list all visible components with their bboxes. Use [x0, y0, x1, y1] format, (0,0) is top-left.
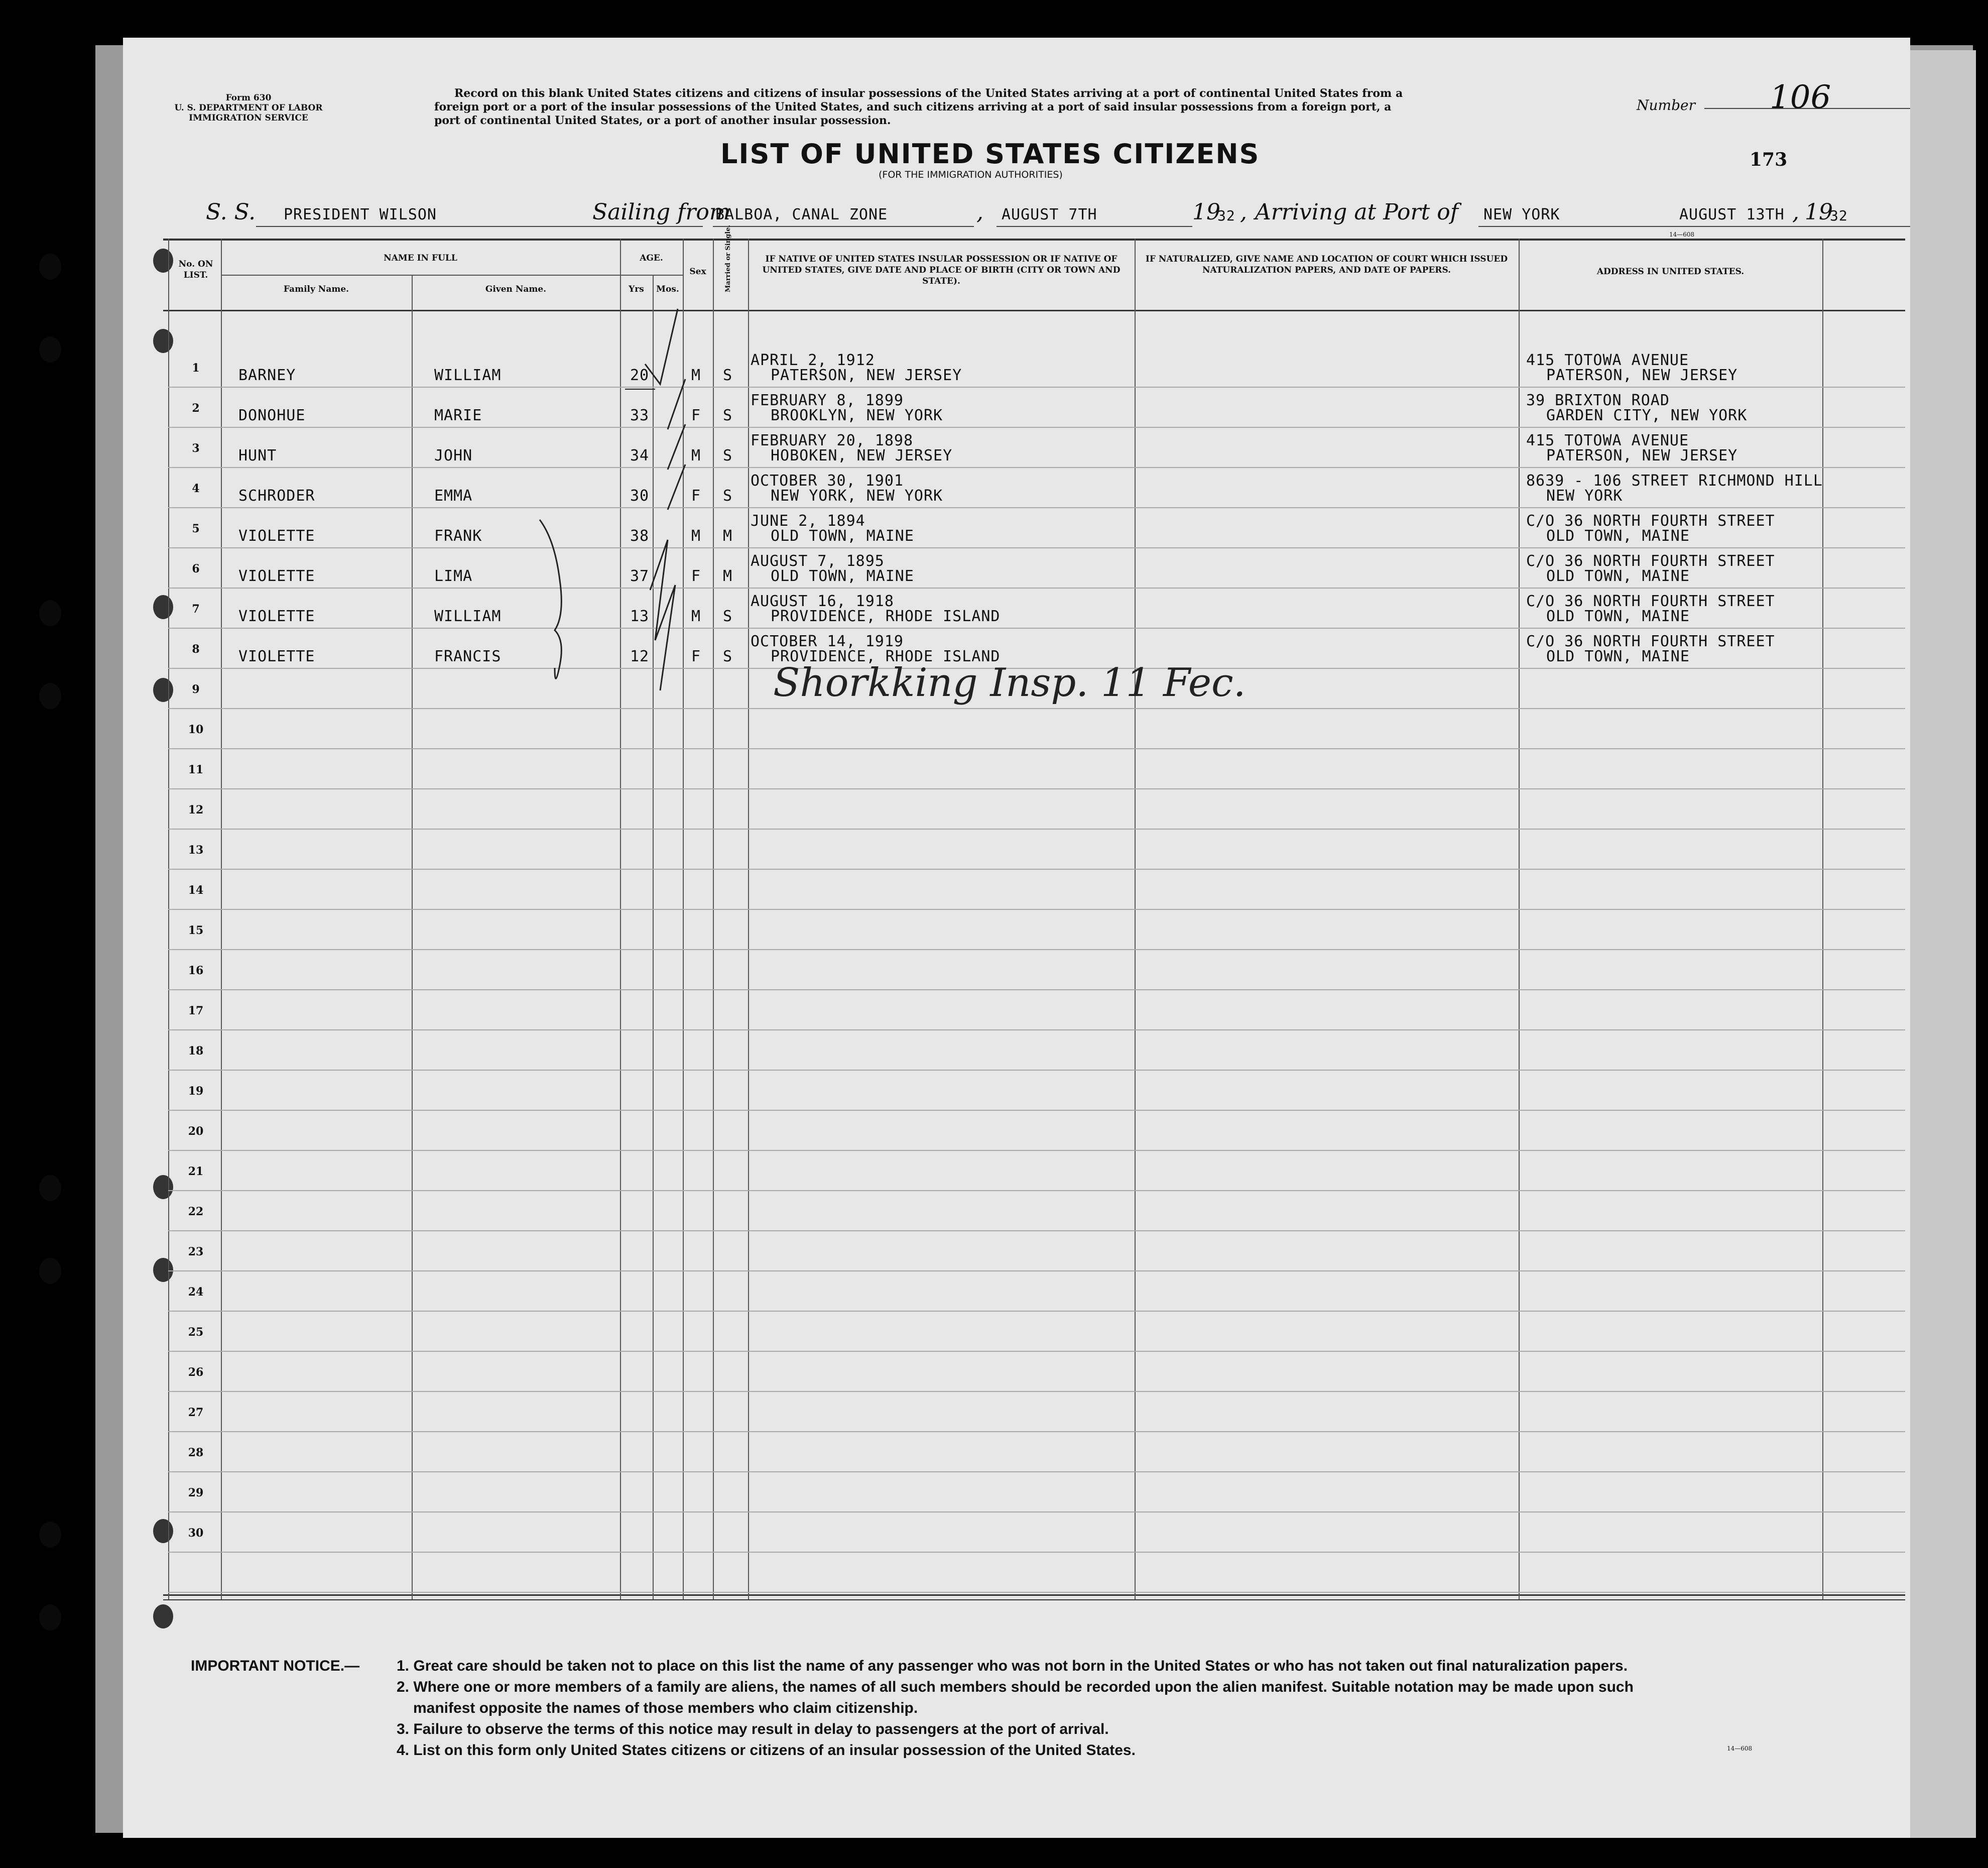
col-header-address: ADDRESS IN UNITED STATES.	[1596, 267, 1745, 277]
birth-date: AUGUST 16, 1918	[751, 593, 894, 610]
address-line-2: PATERSON, NEW JERSEY	[1546, 447, 1738, 464]
row-number: 17	[188, 1004, 204, 1017]
print-code: 14—608	[1669, 231, 1695, 238]
row-number: 1	[192, 362, 200, 375]
arrival-year: 32	[1830, 207, 1848, 224]
address-line-1: C/O 36 NORTH FOURTH STREET	[1526, 633, 1775, 650]
notice-item: 2. Where one or more members of a family are aliens, the names of all such members should be recorded upon the alien manifest. Suitable notation may be made upon such	[397, 1679, 1634, 1695]
comma: ,	[1240, 199, 1247, 225]
departure-port: BALBOA, CANAL ZONE	[715, 206, 888, 223]
row-number: 15	[188, 924, 204, 937]
ship-name: PRESIDENT WILSON	[284, 206, 437, 223]
given-name: LIMA	[434, 567, 473, 585]
row-number: 2	[192, 402, 200, 415]
birth-place: OLD TOWN, MAINE	[771, 567, 914, 585]
row-number: 8	[192, 643, 200, 656]
instruction-line: port of continental United States, or a port of another insular possession.	[434, 114, 891, 127]
col-header-naturalized: IF NATURALIZED, GIVE NAME AND LOCATION OF COURT WHICH ISSUED NATURALIZATION PAPERS, AND DATE OF PAPERS.	[1145, 254, 1508, 275]
birth-date: APRIL 2, 1912	[751, 352, 875, 369]
row-number: 26	[188, 1366, 204, 1379]
row-number: 12	[188, 803, 204, 816]
number-label: Number	[1637, 97, 1695, 113]
manifest-number: 106	[1770, 79, 1831, 116]
birth-date: AUGUST 7, 1895	[751, 552, 885, 570]
manifest-sheet	[123, 38, 1910, 1838]
sex: M	[691, 527, 701, 545]
binder-hole	[39, 1175, 61, 1201]
address-line-2: OLD TOWN, MAINE	[1546, 567, 1690, 585]
row-number: 28	[188, 1446, 204, 1459]
address-line-1: 415 TOTOWA AVENUE	[1526, 432, 1689, 449]
family-bracket	[540, 520, 561, 678]
page-number: 173	[1750, 149, 1788, 170]
row-number: 11	[188, 763, 204, 776]
comma: ,	[976, 199, 983, 225]
birth-place: NEW YORK, NEW YORK	[771, 487, 943, 505]
arrival-date: AUGUST 13TH	[1679, 206, 1785, 223]
checkmark-stroke	[668, 464, 685, 510]
address-line-2: OLD TOWN, MAINE	[1546, 608, 1690, 625]
family-name: VIOLETTE	[238, 567, 315, 585]
sex: M	[691, 447, 701, 464]
family-name: VIOLETTE	[238, 608, 315, 625]
arriving-label: Arriving at Port of	[1255, 199, 1459, 225]
sex: M	[691, 367, 701, 384]
birth-date: FEBRUARY 20, 1898	[751, 432, 914, 449]
age-years: 38	[630, 527, 650, 545]
birth-place: PROVIDENCE, RHODE ISLAND	[771, 608, 1001, 625]
col-header-name: NAME IN FULL	[384, 253, 457, 263]
address-line-2: PATERSON, NEW JERSEY	[1546, 367, 1738, 384]
row-number: 10	[188, 723, 204, 736]
row-number: 6	[192, 562, 200, 575]
address-line-1: 8639 - 106 STREET RICHMOND HILL	[1526, 472, 1823, 490]
address-line-2: OLD TOWN, MAINE	[1546, 527, 1690, 545]
marital-status: S	[723, 608, 733, 625]
row-number: 16	[188, 964, 204, 977]
birth-place: HOBOKEN, NEW JERSEY	[771, 447, 953, 464]
marital-status: S	[723, 407, 733, 424]
notice-item: 4. List on this form only United States citizens or citizens of an insular possession of the United States.	[397, 1742, 1136, 1759]
birth-place: PROVIDENCE, RHODE ISLAND	[771, 648, 1001, 665]
binder-hole	[39, 336, 61, 363]
departure-year: 32	[1217, 207, 1235, 224]
form-department: U. S. DEPARTMENT OF LABOR	[174, 103, 323, 113]
form-subtitle: (FOR THE IMMIGRATION AUTHORITIES)	[879, 169, 1063, 180]
given-name: EMMA	[434, 487, 473, 505]
row-number: 19	[188, 1085, 204, 1098]
hand-marks	[123, 38, 1910, 1695]
marital-status: S	[723, 447, 733, 464]
family-name: VIOLETTE	[238, 527, 315, 545]
row-number: 23	[188, 1245, 204, 1258]
age-years: 37	[630, 567, 650, 585]
checkmark-stroke	[668, 424, 685, 470]
family-name: BARNEY	[238, 367, 296, 384]
row-number: 20	[188, 1125, 204, 1138]
binder-hole	[39, 683, 61, 709]
col-header-sex: Sex	[689, 267, 706, 277]
ss-label: S. S.	[206, 199, 256, 225]
notice-item: 1. Great care should be taken not to place on this list the name of any passenger who was not born in the United States or who has not taken out final naturalization papers.	[397, 1658, 1628, 1674]
family-name: DONOHUE	[238, 407, 306, 424]
row-number: 25	[188, 1326, 204, 1339]
binder-hole	[39, 1522, 61, 1548]
instruction-line: Record on this blank United States citizens and citizens of insular possessions of the United States arriving at a port of continental United States from a	[454, 87, 1403, 100]
col-header-given: Given Name.	[485, 284, 547, 294]
form-number: Form 630	[225, 93, 272, 103]
arrival-port: NEW YORK	[1483, 206, 1560, 223]
age-years: 33	[630, 407, 650, 424]
row-number: 5	[192, 522, 200, 535]
col-header-mos: Mos.	[656, 284, 679, 294]
given-name: MARIE	[434, 407, 482, 424]
birth-date: JUNE 2, 1894	[751, 512, 865, 530]
age-years: 34	[630, 447, 650, 464]
checkmark-stroke	[650, 540, 675, 690]
row-number: 14	[188, 884, 204, 897]
binder-hole	[39, 254, 61, 280]
col-header-birth: IF NATIVE OF UNITED STATES INSULAR POSSESSION OR IF NATIVE OF UNITED STATES, GIVE DATE AND PLACE OF BIRTH (CITY OR TOWN AND STATE).	[762, 254, 1121, 286]
col-header-age: AGE.	[640, 253, 663, 263]
family-name: SCHRODER	[238, 487, 315, 505]
checkmark-stroke	[668, 379, 685, 429]
age-years: 30	[630, 487, 650, 505]
address-line-2: NEW YORK	[1546, 487, 1623, 505]
address-line-1: 415 TOTOWA AVENUE	[1526, 352, 1689, 369]
given-name: JOHN	[434, 447, 473, 464]
birth-place: BROOKLYN, NEW YORK	[771, 407, 943, 424]
age-years: 13	[630, 608, 650, 625]
binder-hole	[39, 1604, 61, 1630]
row-number: 21	[188, 1165, 204, 1178]
address-line-2: OLD TOWN, MAINE	[1546, 648, 1690, 665]
birth-date: OCTOBER 30, 1901	[751, 472, 904, 490]
inspector-signature: Shorkking Insp. 11 Fec.	[773, 660, 1246, 706]
marital-status: S	[723, 367, 733, 384]
notice-label: IMPORTANT NOTICE.—	[191, 1658, 360, 1674]
notice-item: manifest opposite the names of those members who claim citizenship.	[413, 1700, 918, 1716]
age-years: 12	[630, 648, 650, 665]
row-number: 24	[188, 1286, 204, 1299]
row-number: 18	[188, 1044, 204, 1058]
sailing-label: Sailing from	[592, 199, 730, 225]
birth-date: FEBRUARY 8, 1899	[751, 392, 904, 409]
comma: ,	[1792, 199, 1799, 225]
year-prefix: 19	[1192, 199, 1220, 225]
row-number: 30	[188, 1527, 204, 1540]
form-service: IMMIGRATION SERVICE	[189, 113, 308, 123]
given-name: FRANCIS	[434, 648, 502, 665]
row-number: 7	[192, 603, 200, 616]
row-number: 9	[192, 683, 200, 696]
address-line-1: C/O 36 NORTH FOURTH STREET	[1526, 593, 1775, 610]
footer-code: 14—608	[1727, 1745, 1753, 1752]
given-name: FRANK	[434, 527, 482, 545]
row-number: 22	[188, 1205, 204, 1218]
marital-status: S	[723, 487, 733, 505]
sex: M	[691, 608, 701, 625]
birth-date: OCTOBER 14, 1919	[751, 633, 904, 650]
col-header-yrs: Yrs	[629, 284, 644, 294]
checkmark-stroke	[645, 309, 678, 384]
notice-item: 3. Failure to observe the terms of this notice may result in delay to passengers at the port of arrival.	[397, 1721, 1109, 1737]
marital-status: M	[723, 527, 733, 545]
col-header-married: Married or Single.	[724, 225, 732, 292]
row-number: 3	[192, 442, 200, 455]
address-line-1: 39 BRIXTON ROAD	[1526, 392, 1670, 409]
marital-status: M	[723, 567, 733, 585]
marital-status: S	[723, 648, 733, 665]
row-number: 4	[192, 482, 200, 495]
col-header-no: No. ON LIST.	[178, 259, 213, 280]
binder-hole	[39, 1258, 61, 1284]
birth-place: OLD TOWN, MAINE	[771, 527, 914, 545]
sex: F	[691, 567, 701, 585]
sex: F	[691, 648, 701, 665]
address-line-2: GARDEN CITY, NEW YORK	[1546, 407, 1748, 424]
departure-date: AUGUST 7TH	[1002, 206, 1097, 223]
sex: F	[691, 407, 701, 424]
col-header-family: Family Name.	[283, 284, 349, 294]
birth-place: PATERSON, NEW JERSEY	[771, 367, 962, 384]
row-number: 29	[188, 1486, 204, 1499]
form-title: LIST OF UNITED STATES CITIZENS	[720, 138, 1260, 170]
row-number: 13	[188, 844, 204, 857]
address-line-1: C/O 36 NORTH FOURTH STREET	[1526, 552, 1775, 570]
year-prefix: 19	[1805, 199, 1833, 225]
age-years: 20	[630, 367, 650, 384]
given-name: WILLIAM	[434, 367, 502, 384]
family-name: VIOLETTE	[238, 648, 315, 665]
address-line-1: C/O 36 NORTH FOURTH STREET	[1526, 512, 1775, 530]
sex: F	[691, 487, 701, 505]
instruction-line: foreign port or a port of the insular possessions of the United States, and such citizens arriving at a port of said insular possessions from a foreign port, a	[434, 100, 1392, 113]
row-number: 27	[188, 1406, 204, 1419]
binder-hole	[39, 600, 61, 626]
family-name: HUNT	[238, 447, 277, 464]
given-name: WILLIAM	[434, 608, 502, 625]
